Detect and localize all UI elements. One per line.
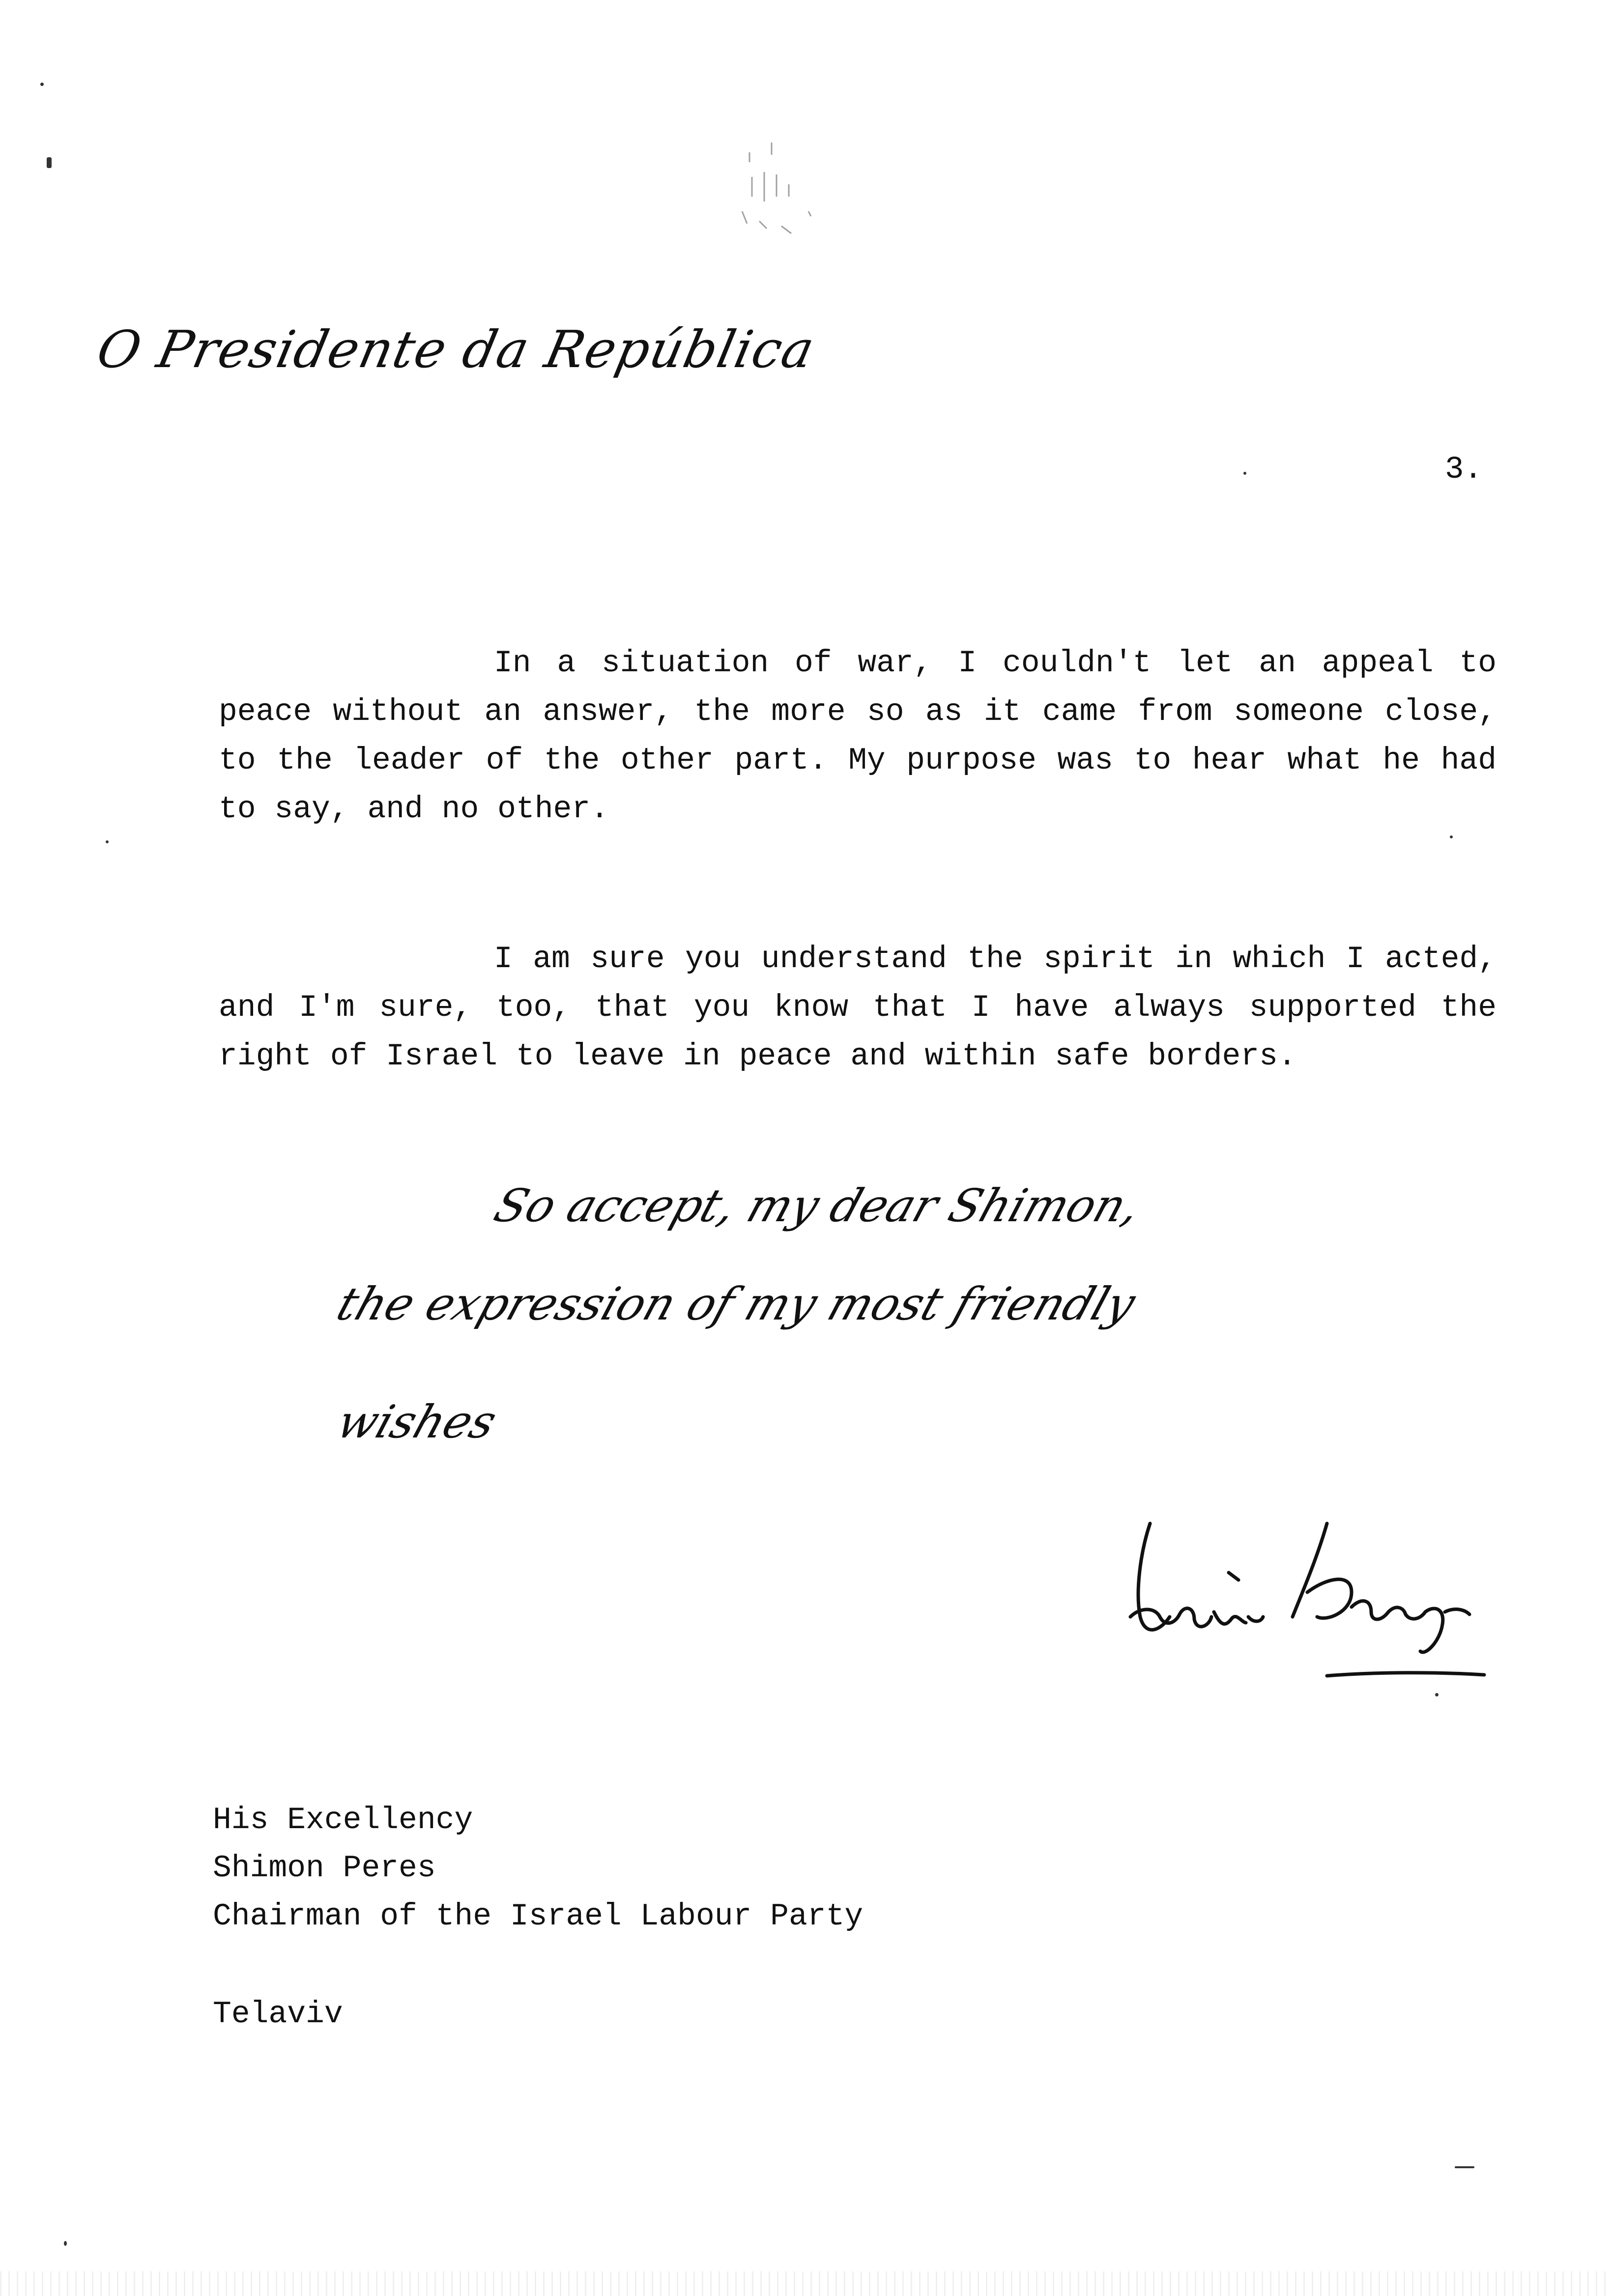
body-paragraph-1: In a situation of war, I couldn't let an appeal to peace without an answer, the more so as it came from someone close, to the leader of the other part. My purpose was to hear what he had to say, and no other. bbox=[219, 646, 1497, 827]
scan-speck bbox=[40, 83, 44, 86]
scan-speck bbox=[47, 157, 52, 168]
recipient-title: His Excellency bbox=[213, 1803, 473, 1837]
recipient-position: Chairman of the Israel Labour Party bbox=[213, 1899, 864, 1934]
recipient-address-block bbox=[213, 1796, 863, 1941]
body-paragraph-2: I am sure you understand the spirit in which I acted, and I'm sure, too, that you know that I have always supported the right of Israel to leave in peace and within safe borders. bbox=[219, 942, 1497, 1074]
handwritten-closing-line-3: wishes bbox=[330, 1396, 503, 1448]
scan-speck bbox=[1243, 472, 1246, 475]
page-number: 3. bbox=[1445, 452, 1483, 488]
recipient-city: Telaviv bbox=[213, 1997, 343, 2032]
scan-speck bbox=[1455, 2166, 1474, 2168]
scan-speck bbox=[106, 840, 109, 843]
scan-speck bbox=[1435, 1693, 1439, 1696]
letterhead-title: O Presidente da República bbox=[92, 319, 821, 379]
recipient-name: Shimon Peres bbox=[213, 1851, 436, 1886]
scan-noise-strip bbox=[0, 2271, 1612, 2296]
handwritten-signature bbox=[1121, 1494, 1494, 1700]
faint-stamp-mark bbox=[722, 138, 850, 256]
scan-speck bbox=[64, 2241, 67, 2246]
scan-speck bbox=[1450, 835, 1453, 838]
handwritten-closing-line-2: the expression of my most friendly bbox=[330, 1278, 1142, 1330]
handwritten-closing-line-1: So accept, my dear Shimon, bbox=[488, 1179, 1148, 1232]
